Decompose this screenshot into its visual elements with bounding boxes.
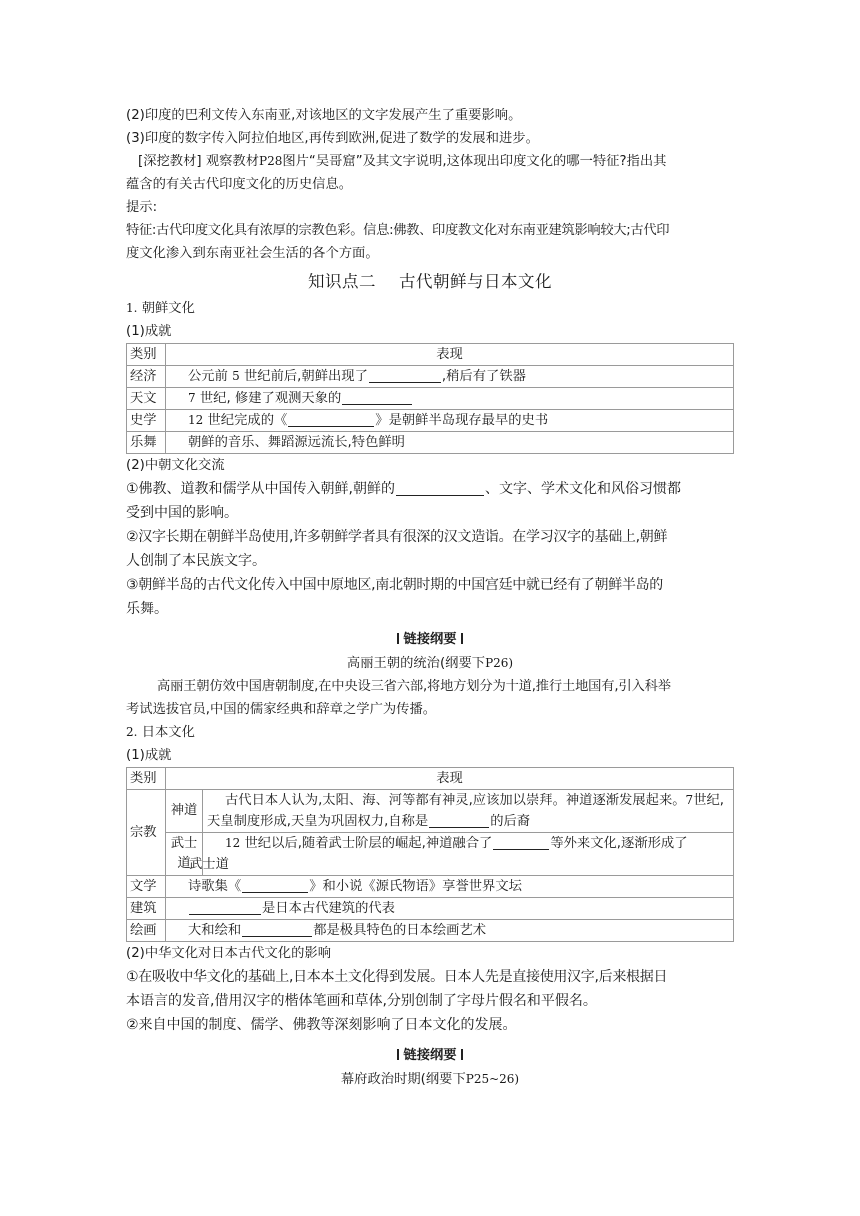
japan-achievements-label: (1)成就 — [126, 748, 172, 763]
table-row: 经济 公元前 5 世纪前后,朝鲜出现了 ,稍后有了铁器 — [127, 366, 734, 388]
section-title: 知识点二 古代朝鲜与日本文化 — [308, 272, 552, 291]
korea-achievements-table — [126, 343, 734, 454]
japan-item-1-cont: 本语言的发音,借用汉字的楷体笔画和草体,分别创制了字母片假名和平假名。 — [126, 993, 597, 1009]
col-performance: 表现 — [166, 344, 734, 366]
bar-left — [397, 1049, 399, 1060]
table-row: 建筑 是日本古代建筑的代表 — [127, 898, 734, 920]
japan-item-2: ②来自中国的制度、儒学、佛教等深刻影响了日本文化的发展。 — [126, 1017, 517, 1033]
fill-blank[interactable] — [493, 835, 549, 850]
bushido-label: 武士 道 — [166, 833, 203, 876]
hint-text-2: 度文化渗入到东南亚社会生活的各个方面。 — [126, 246, 379, 261]
korea-heading: 1. 朝鲜文化 — [126, 301, 195, 316]
link-outline-title-2: 链接纲要 — [126, 1044, 734, 1068]
korea-achievements-label: (1)成就 — [126, 324, 172, 339]
deep-dive-question — [126, 150, 734, 173]
fill-blank[interactable] — [369, 368, 441, 383]
deep-dive-question-cont: 蕴含的有关古代印度文化的历史信息。 — [126, 177, 353, 192]
fill-blank[interactable] — [242, 922, 312, 937]
table-header-row — [127, 344, 734, 366]
bar-left — [397, 633, 399, 644]
link-1-subtitle: 高丽王朝的统治(纲要下P26) — [346, 656, 514, 671]
japan-heading: 2. 日本文化 — [126, 725, 195, 740]
korea-item-3: ③朝鲜半岛的古代文化传入中国中原地区,南北朝时期的中国宫廷中就已经有了朝鲜半岛的 — [126, 577, 663, 593]
page-ref: P28 — [259, 154, 283, 168]
deep-dive-text-b: 图片“吴哥窟”及其文字说明,这体现出印度文化的哪一特征?指出其 — [282, 154, 667, 169]
bushido-desc: 12 世纪以后,随着武士阶层的崛起,神道融合了 等外来文化,逐渐形成了 武士道 — [203, 833, 734, 876]
col-category: 类别 — [127, 344, 166, 366]
link-outline-title-1: 链接纲要 — [126, 628, 734, 652]
korea-item-2: ②汉字长期在朝鲜半岛使用,许多朝鲜学者具有很深的汉文造诣。在学习汉字的基础上,朝鲜 — [126, 529, 668, 545]
table-row: 文学 诗歌集《 》和小说《源氏物语》享誉世界文坛 — [127, 876, 734, 898]
category-religion: 宗教 — [127, 790, 166, 876]
intro-line-3: (3)印度的数字传入阿拉伯地区,再传到欧洲,促进了数学的发展和进步。 — [126, 131, 539, 146]
bar-right — [461, 633, 463, 644]
fill-blank[interactable] — [342, 390, 412, 405]
korea-item-2-cont: 人创制了本民族文字。 — [126, 553, 266, 569]
shinto-label: 神道 — [166, 790, 203, 833]
hint-label: 提示: — [126, 200, 158, 215]
intro-line-2: (2)印度的巴利文传入东南亚,对该地区的文字发展产生了重要影响。 — [126, 108, 522, 123]
table-row — [127, 790, 734, 833]
table-row — [127, 833, 734, 876]
japan-item-1: ①在吸收中华文化的基础上,日本本土文化得到发展。日本人先是直接使用汉字,后来根据日 — [126, 969, 668, 985]
korea-item-1: ①佛教、道教和儒学从中国传入朝鲜,朝鲜的 、文字、学术文化和风俗习惯都 — [126, 481, 681, 497]
table-row: 天文 7 世纪, 修建了观测天象的 — [127, 388, 734, 410]
korea-item-1-cont: 受到中国的影响。 — [126, 505, 238, 521]
fill-blank[interactable] — [242, 878, 308, 893]
table-row: 乐舞 朝鲜的音乐、舞蹈源远流长,特色鲜明 — [127, 432, 734, 454]
bar-right — [461, 1049, 463, 1060]
link-2-subtitle: 幕府政治时期(纲要下P25~26) — [340, 1072, 520, 1087]
korea-exchange-label: (2)中朝文化交流 — [126, 458, 225, 473]
link-1-body: 高丽王朝仿效中国唐朝制度,在中央设三省六部,将地方划分为十道,推行土地国有,引入科举 — [157, 679, 671, 694]
shinto-desc: 古代日本人认为,太阳、海、河等都有神灵,应该加以崇拜。神道逐渐发展起来。7世纪,天皇制度形成,天皇为巩固权力,自称是 的后裔 — [203, 790, 734, 833]
fill-blank[interactable] — [396, 481, 484, 496]
japan-achievements-table — [126, 767, 734, 942]
deep-dive-text-a: 观察教材 — [205, 154, 259, 169]
table-header-row: 类别 表现 — [127, 768, 734, 790]
table-row: 绘画 大和绘和 都是极具特色的日本绘画艺术 — [127, 920, 734, 942]
deep-dive-tag: [深挖教材] — [138, 154, 202, 169]
link-1-body-cont: 考试选拔官员,中国的儒家经典和辞章之学广为传播。 — [126, 702, 437, 717]
fill-blank[interactable] — [429, 813, 489, 828]
hint-text-1: 特征:古代印度文化具有浓厚的宗教色彩。信息:佛教、印度教文化对东南亚建筑影响较大;古代印 — [126, 223, 670, 238]
japan-influence-label: (2)中华文化对日本古代文化的影响 — [126, 946, 331, 961]
document-page — [126, 104, 734, 1091]
fill-blank[interactable] — [288, 412, 374, 427]
korea-item-3-cont: 乐舞。 — [126, 601, 168, 617]
table-row: 史学 12 世纪完成的《 》是朝鲜半岛现存最早的史书 — [127, 410, 734, 432]
fill-blank[interactable] — [189, 900, 261, 915]
